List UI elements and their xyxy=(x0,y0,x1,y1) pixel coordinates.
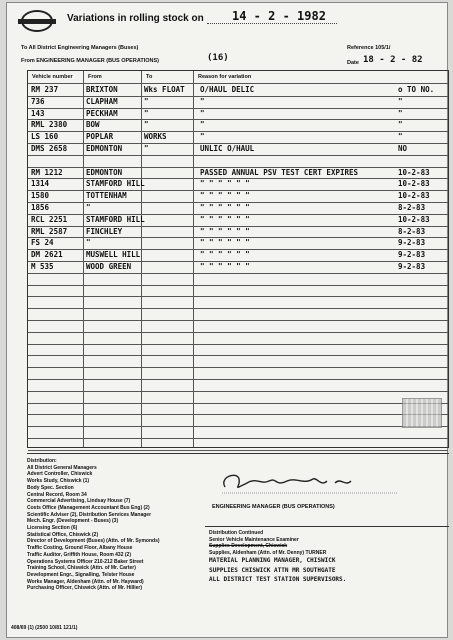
date-value: 18 - 2 - 82 xyxy=(363,55,423,65)
header-reason: Reason for variation xyxy=(198,74,252,80)
cell-reason: O/HAUL DELIC xyxy=(200,85,255,94)
cell-tail: " xyxy=(398,108,403,118)
distribution-item: Operations Systems Officer 210-212 Baker Street xyxy=(27,558,144,565)
cell-to: " xyxy=(144,120,149,130)
cell-vehicle: RML 2587 xyxy=(31,226,68,236)
cell-from: TOTTENHAM xyxy=(86,191,127,201)
distribution-item: Costs Office (Management Accountant Bus Eng) (2) xyxy=(27,504,150,511)
distribution-continued xyxy=(209,530,449,585)
cell-reason: " " " " " " xyxy=(200,214,250,224)
cell-tail: " xyxy=(398,132,403,142)
cell-vehicle: RML 2380 xyxy=(31,120,68,130)
distribution-item: Central Record, Room 34 xyxy=(27,491,87,498)
cell-vehicle: DMS 2658 xyxy=(31,144,68,153)
cell-vehicle: 1856 xyxy=(31,203,50,212)
cell-reason: " " " " " " xyxy=(200,250,250,260)
cell-tail: o TO NO. xyxy=(398,85,435,94)
cell-vehicle: RM 237 xyxy=(31,85,59,94)
reference-label: Reference 105/1/ xyxy=(347,45,391,51)
table-row xyxy=(28,167,448,179)
header-to: To xyxy=(146,74,153,80)
cell-vehicle: 736 xyxy=(31,96,45,106)
cell-reason: " xyxy=(200,120,205,130)
cell-reason: UNLIC O/HAUL xyxy=(200,144,255,153)
cell-from: POPLAR xyxy=(86,132,114,142)
cell-vehicle: LS 160 xyxy=(31,132,59,142)
continued-heading: Distribution Continued xyxy=(209,530,264,536)
form-footer: 408/69 (1) (2500 10/81 121/1) xyxy=(11,625,78,631)
cell-to: " xyxy=(144,96,149,106)
cell-to: " xyxy=(144,108,149,118)
cell-to: Wks FLOAT xyxy=(144,85,185,94)
distribution-item: Director of Development (Buses) (Attn. of Mr. Symonds) xyxy=(27,538,160,545)
distribution-item: Scientific Adviser (2), Distribution Services Manager xyxy=(27,511,152,518)
from-line: From ENGINEERING MANAGER (BUS OPERATIONS) xyxy=(21,58,160,64)
cell-vehicle: 143 xyxy=(31,108,45,118)
form-sheet xyxy=(6,2,448,638)
table-row xyxy=(28,155,448,167)
cell-vehicle: 1580 xyxy=(31,191,50,201)
cell-from: EDMONTON xyxy=(86,167,123,177)
cell-tail: 10-2-83 xyxy=(398,214,430,224)
table-row xyxy=(28,131,448,143)
distribution-item: Purchasing Officer, Chiswick (Attn. of Mr. Hillier) xyxy=(27,585,143,592)
table-row xyxy=(28,202,448,214)
form-title: Variations in rolling stock on xyxy=(67,13,204,24)
title-date-line xyxy=(207,23,337,24)
cell-from: STAMFORD HILL xyxy=(86,214,145,224)
from-number: (16) xyxy=(207,53,229,63)
cell-tail: 9-2-83 xyxy=(398,238,426,248)
date-label: Date xyxy=(347,60,359,66)
title-date: 14 - 2 - 1982 xyxy=(232,9,326,23)
cell-reason: " xyxy=(200,132,205,142)
cell-tail: " xyxy=(398,120,403,130)
table-row xyxy=(28,190,448,202)
cell-tail: " xyxy=(398,96,403,106)
table-row xyxy=(28,226,448,238)
cell-vehicle: RM 1212 xyxy=(31,167,63,177)
cell-tail: 8-2-83 xyxy=(398,203,426,212)
distribution-item: Traffic Auditor, Griffith House, Room 432 (2) xyxy=(27,551,131,558)
cell-reason: " " " " " " xyxy=(200,179,250,189)
vehicle-table xyxy=(27,70,449,448)
cell-vehicle: M 535 xyxy=(31,262,54,271)
table-row xyxy=(28,84,448,96)
cell-vehicle: RCL 2251 xyxy=(31,214,68,224)
handwritten-item: MATERIAL PLANNING MANAGER, CHISWICK xyxy=(209,557,336,564)
cell-from: EDMONTON xyxy=(86,144,123,153)
table-row xyxy=(28,178,448,190)
cell-reason: " " " " " " xyxy=(200,191,250,201)
cell-from: BRIXTON xyxy=(86,85,118,94)
roundel-logo-icon xyxy=(21,10,53,32)
distribution-section xyxy=(27,453,449,639)
cell-from: PECKHAM xyxy=(86,108,118,118)
cell-vehicle: DM 2621 xyxy=(31,250,63,260)
stamp-mark xyxy=(402,398,442,428)
distribution-item: Commercial Advertising, Lindsay House (7) xyxy=(27,498,131,505)
distribution-item: Works Study, Chiswick (1) xyxy=(27,478,90,485)
distribution-item: Works Manager, Aldenham (Attn. of Mr. Hayward) xyxy=(27,578,144,585)
cell-from: " xyxy=(86,203,91,212)
table-row xyxy=(28,261,448,273)
cell-reason: " xyxy=(200,96,205,106)
distribution-item: All District General Managers xyxy=(27,464,97,471)
cell-tail: 10-2-83 xyxy=(398,179,430,189)
cell-from: STAMFORD HILL xyxy=(86,179,145,189)
cell-from: BOW xyxy=(86,120,100,130)
cell-from: WOOD GREEN xyxy=(86,262,132,271)
cell-reason: " " " " " " xyxy=(200,238,250,248)
header-from: From xyxy=(88,74,102,80)
cell-reason: PASSED ANNUAL PSV TEST CERT EXPIRES xyxy=(200,167,359,177)
continued-item: Supplies, Aldenham (Attn. of Mr. Denny) TURNER xyxy=(209,549,327,556)
cell-vehicle: FS 24 xyxy=(31,238,54,248)
cell-vehicle: 1314 xyxy=(31,179,50,189)
distribution-list xyxy=(27,458,197,592)
cell-reason: " " " " " " xyxy=(200,203,250,212)
cell-to: " xyxy=(144,144,149,153)
signature-label: ENGINEERING MANAGER (BUS OPERATIONS) xyxy=(212,504,335,510)
cell-from: " xyxy=(86,238,91,248)
cell-from: CLAPHAM xyxy=(86,96,118,106)
distribution-item: Statistical Office, Chiswick (2) xyxy=(27,531,99,538)
table-row xyxy=(28,143,448,155)
signature xyxy=(217,469,417,495)
header-vehicle: Vehicle number xyxy=(32,74,73,80)
distribution-item: Development Engr., Signalling, Telster House xyxy=(27,571,135,578)
to-line: To All District Engineering Managers (Buses) xyxy=(21,45,139,51)
distribution-item: Training School, Chiswick (Attn. of Mr. Carter) xyxy=(27,565,136,572)
cell-tail: 10-2-83 xyxy=(398,167,430,177)
cell-to: WORKS xyxy=(144,132,167,142)
cell-reason: " " " " " " xyxy=(200,226,250,236)
distribution-item: Licensing Section (6) xyxy=(27,525,78,532)
distribution-item: Body Spec. Section xyxy=(27,484,74,491)
handwritten-item: SUPPLIES CHISWICK ATTN MR SOUTHGATE xyxy=(209,566,336,574)
table-row xyxy=(28,237,448,249)
cell-reason: " xyxy=(200,108,205,118)
distribution-item: Traffic Costing, Ground Floor, Albany House xyxy=(27,545,133,552)
distribution-item: Mech. Engr. (Development - Buses) (3) xyxy=(27,518,119,525)
table-row xyxy=(28,119,448,131)
cell-tail: NO xyxy=(398,144,408,153)
table-row xyxy=(28,96,448,108)
cell-tail: 9-2-83 xyxy=(398,250,426,260)
table-row xyxy=(28,249,448,261)
continued-item: Supplies Development, Chiswick xyxy=(209,543,288,549)
cell-from: FINCHLEY xyxy=(86,226,123,236)
table-row xyxy=(28,108,448,120)
cell-tail: 9-2-83 xyxy=(398,262,426,271)
cell-reason: " " " " " " xyxy=(200,262,250,271)
distribution-heading: Distribution: xyxy=(27,458,57,464)
handwritten-item: ALL DISTRICT TEST STATION SUPERVISORS. xyxy=(209,576,347,583)
cell-tail: 8-2-83 xyxy=(398,226,426,236)
table-row xyxy=(28,214,448,226)
cell-from: MUSWELL HILL xyxy=(86,250,141,260)
cell-tail: 10-2-83 xyxy=(398,191,430,201)
distribution-item: Advert Controller, Chiswick xyxy=(27,471,93,478)
continued-item: Senior Vehicle Maintenance Examiner xyxy=(209,536,299,543)
